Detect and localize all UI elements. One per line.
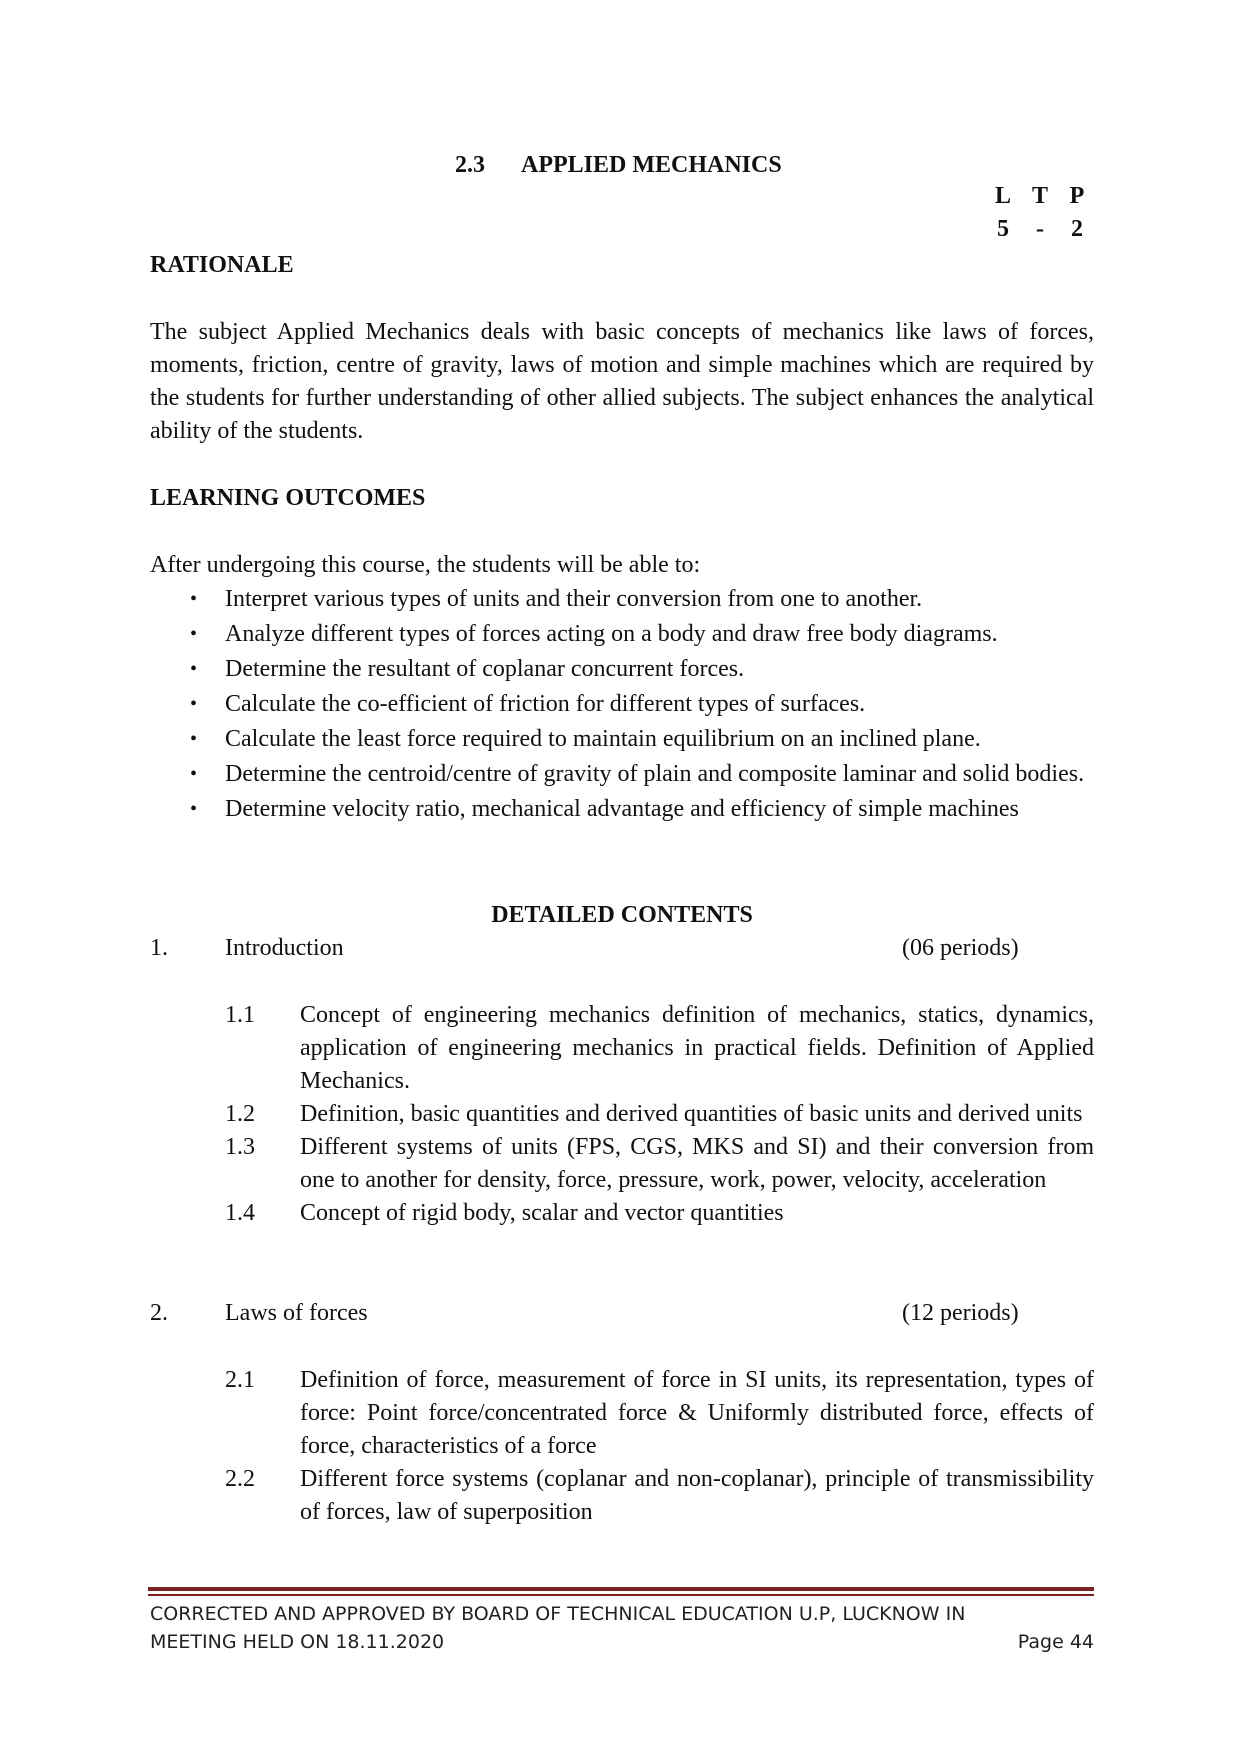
outcomes-list xyxy=(150,583,1094,826)
subsection-item xyxy=(150,1098,1094,1131)
footer-rule xyxy=(148,1594,1094,1596)
ltp-value-l: 5 xyxy=(997,216,1009,242)
subsection-list xyxy=(150,1364,1094,1529)
rationale-heading: RATIONALE xyxy=(150,252,294,278)
outcome-text: Determine the resultant of coplanar concurrent forces. xyxy=(225,656,745,682)
footer-line-1: CORRECTED AND APPROVED BY BOARD OF TECHNICAL EDUCATION U.P, LUCKNOW IN xyxy=(150,1603,966,1625)
outcome-text: Analyze different types of forces acting on a body and draw free body diagrams. xyxy=(225,621,998,647)
subsection-text: Definition of force, measurement of force in SI units, its representation, types of force: Point force/concentrated force & Uniformly distributed force, effects of force, characteristics of a force xyxy=(300,1367,1094,1459)
bullet-icon: • xyxy=(190,588,198,610)
section-periods: (06 periods) xyxy=(902,935,1019,961)
section-header xyxy=(150,932,1094,965)
section-title: Introduction xyxy=(225,935,344,961)
ltp-label-l: L xyxy=(994,183,1011,209)
subsection-text: Different force systems (coplanar and non-coplanar), principle of transmissibility of forces, law of superposition xyxy=(300,1466,1094,1525)
subsection-number: 2.2 xyxy=(225,1466,255,1492)
outcome-item xyxy=(150,583,1094,616)
bullet-icon: • xyxy=(190,763,198,785)
outcome-text: Calculate the co-efficient of friction for different types of surfaces. xyxy=(225,691,866,717)
outcome-item xyxy=(150,618,1094,651)
rationale-text: The subject Applied Mechanics deals with basic concepts of mechanics like laws of forces, moments, friction, centre of gravity, laws of motion and simple machines which are required by the students for further understanding of other allied subjects. The subject enhances the analytical ability of the students. xyxy=(150,319,1094,444)
outcome-item xyxy=(150,723,1094,756)
subsection-item xyxy=(150,1131,1094,1197)
outcome-text: Determine velocity ratio, mechanical advantage and efficiency of simple machines xyxy=(225,796,1019,822)
outcome-text: Calculate the least force required to maintain equilibrium on an inclined plane. xyxy=(225,726,981,752)
subsection-list xyxy=(150,999,1094,1230)
subsection-number: 1.3 xyxy=(225,1134,255,1160)
subsection-number: 1.1 xyxy=(225,1002,255,1028)
ltp-value-t: - xyxy=(1036,216,1044,242)
outcomes-intro: After undergoing this course, the students will be able to: xyxy=(150,552,701,578)
outcome-text: Determine the centroid/centre of gravity of plain and composite laminar and solid bodies. xyxy=(225,761,1085,787)
footer-rule xyxy=(148,1587,1094,1591)
subsection-item xyxy=(150,1197,1094,1230)
title-number: 2.3 xyxy=(455,152,485,178)
bullet-icon: • xyxy=(190,693,198,715)
section-number: 2. xyxy=(150,1300,168,1326)
subsection-text: Concept of engineering mechanics definition of mechanics, statics, dynamics, application of engineering mechanics in practical fields. Definition of Applied Mechanics. xyxy=(300,1002,1094,1094)
page-title xyxy=(455,149,782,182)
footer-line-2: MEETING HELD ON 18.11.2020 xyxy=(150,1631,445,1653)
bullet-icon: • xyxy=(190,798,198,820)
ltp-block xyxy=(988,183,1098,253)
section-number: 1. xyxy=(150,935,168,961)
section-header xyxy=(150,1297,1094,1330)
outcome-item xyxy=(150,793,1094,826)
section-periods: (12 periods) xyxy=(902,1300,1019,1326)
outcomes-heading: LEARNING OUTCOMES xyxy=(150,485,426,511)
page-number: Page 44 xyxy=(1017,1631,1094,1653)
subsection-text: Definition, basic quantities and derived quantities of basic units and derived units xyxy=(300,1101,1083,1127)
contents-heading: DETAILED CONTENTS xyxy=(491,902,753,928)
subsection-number: 2.1 xyxy=(225,1367,255,1393)
subsection-text: Concept of rigid body, scalar and vector quantities xyxy=(300,1200,784,1226)
bullet-icon: • xyxy=(190,728,198,750)
subsection-number: 1.2 xyxy=(225,1101,255,1127)
outcome-item xyxy=(150,688,1094,721)
ltp-label-p: P xyxy=(1069,183,1085,209)
title-text: APPLIED MECHANICS xyxy=(521,152,782,178)
outcome-item xyxy=(150,653,1094,686)
subsection-item xyxy=(150,1364,1094,1463)
ltp-value-p: 2 xyxy=(1071,216,1083,242)
subsection-number: 1.4 xyxy=(225,1200,255,1226)
subsection-item xyxy=(150,1463,1094,1529)
subsection-item xyxy=(150,999,1094,1098)
outcome-item xyxy=(150,758,1094,791)
section-title: Laws of forces xyxy=(225,1300,368,1326)
ltp-label-t: T xyxy=(1031,183,1048,209)
bullet-icon: • xyxy=(190,623,198,645)
bullet-icon: • xyxy=(190,658,198,680)
outcome-text: Interpret various types of units and their conversion from one to another. xyxy=(225,586,923,612)
subsection-text: Different systems of units (FPS, CGS, MKS and SI) and their conversion from one to another for density, force, pressure, work, power, velocity, acceleration xyxy=(300,1134,1094,1193)
